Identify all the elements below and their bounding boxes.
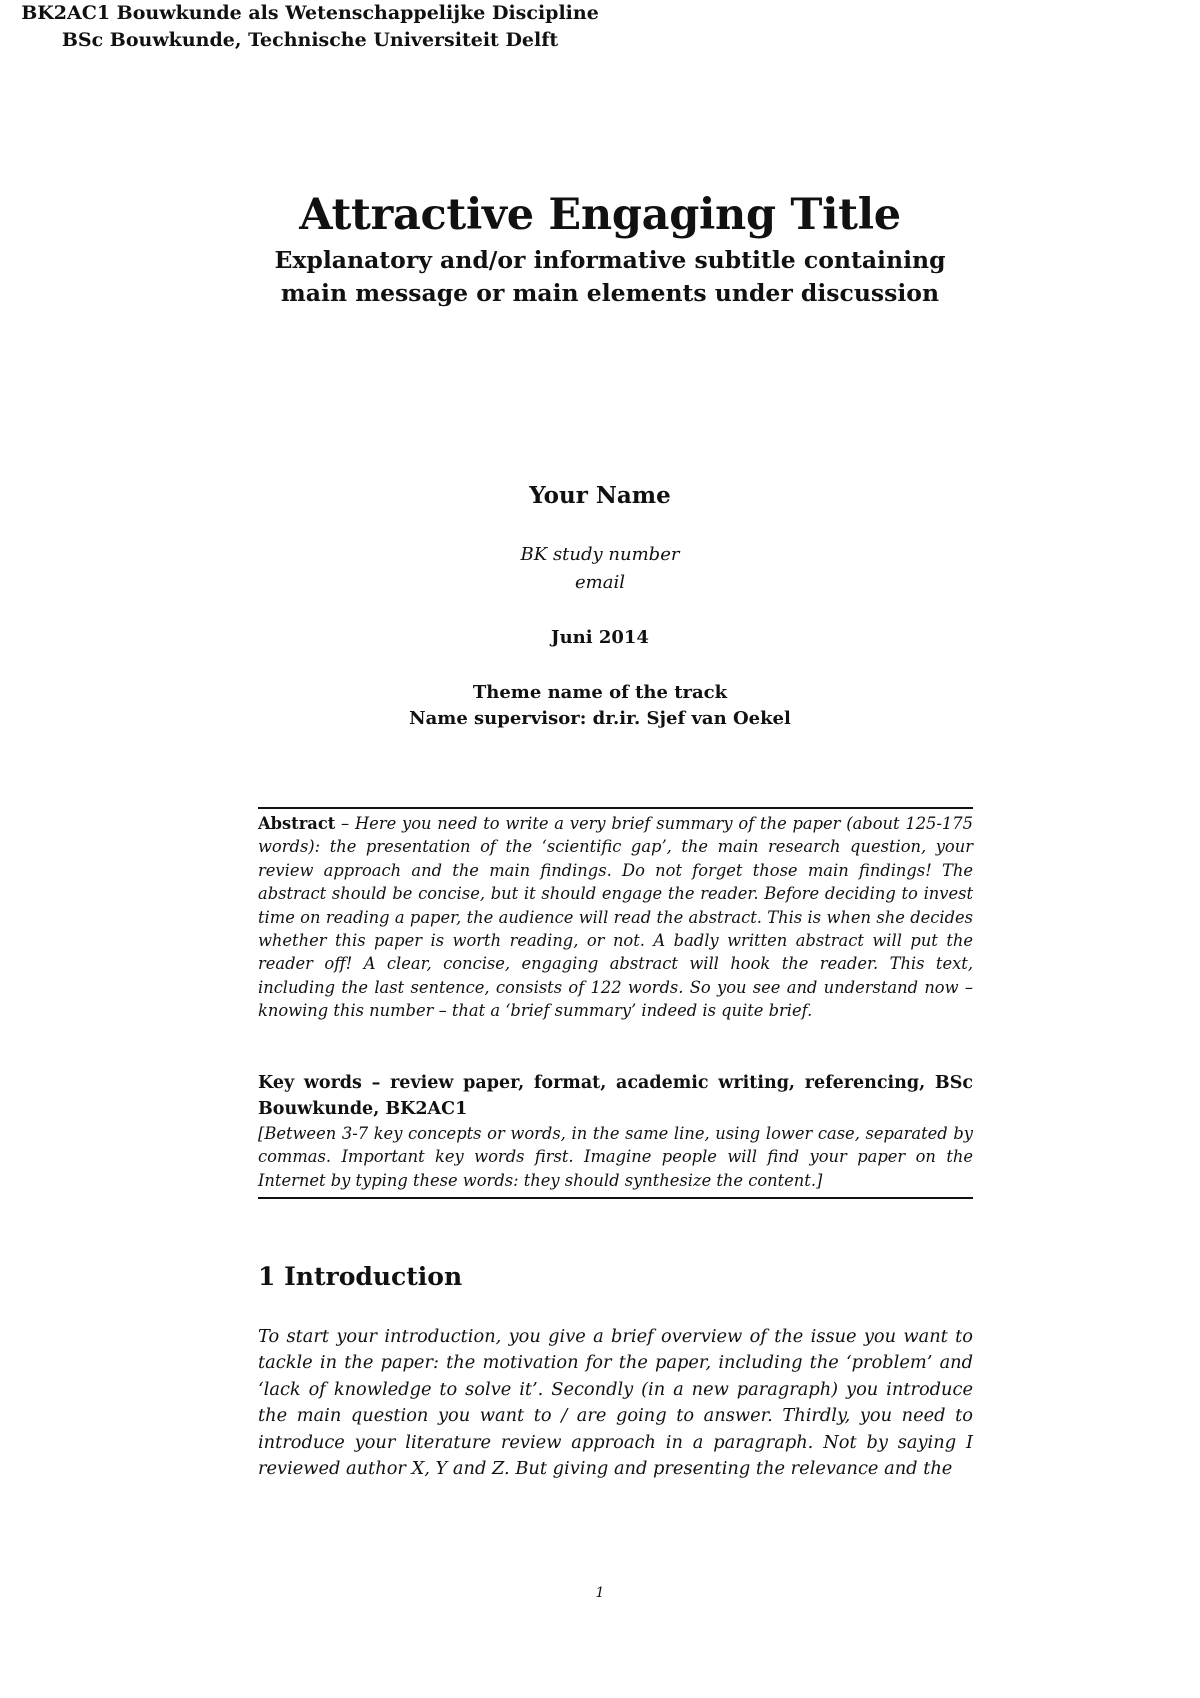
- study-number: BK study number: [520, 544, 680, 565]
- abstract-label: Abstract: [258, 814, 336, 833]
- paper-title: Attractive Engaging Title: [299, 190, 901, 240]
- track-info: [0, 680, 1200, 732]
- course-info: [0, 0, 620, 54]
- abstract-block: [258, 812, 973, 1023]
- paper-date: Juni 2014: [551, 627, 649, 648]
- programme-line: BSc Bouwkunde, Technische Universiteit Delft: [61, 29, 559, 51]
- keywords-note: [Between 3-7 key concepts or words, in the same line, using lower case, separated by commas. Important key words first. Imagine people will find your paper on the Internet by typing these words: they should synthesize the content.]: [258, 1124, 973, 1190]
- author-details: [0, 541, 1200, 597]
- abstract-top-rule: [258, 807, 973, 809]
- author-email: email: [575, 572, 625, 593]
- author-name: Your Name: [529, 482, 671, 509]
- track-theme: Theme name of the track: [472, 682, 728, 703]
- section-heading-introduction: 1 Introduction: [258, 1262, 463, 1291]
- course-code-line: BK2AC1 Bouwkunde als Wetenschappelijke Discipline: [21, 2, 599, 24]
- keywords-bottom-rule: [258, 1197, 973, 1199]
- abstract-text: Here you need to write a very brief summary of the paper (about 125-175 words): the presentation of the ‘scientific gap’, the main research question, your review approach and the main findings. Do not forget those main findings! The abstract should be concise, but it should engage the reader. Before deciding to invest time on reading a paper, the audience will read the abstract. This is when she decides whether this paper is worth reading, or not. A badly written abstract will put the reader off! A clear, concise, engaging abstract will hook the reader. This text, including the last sentence, consists of 122 words. So you see and understand now – knowing this number – that a ‘brief summary’ indeed is quite brief.: [258, 814, 973, 1021]
- paper-subtitle: Explanatory and/or informative subtitle containing main message or main elements under discussion: [274, 246, 946, 307]
- supervisor-name: Name supervisor: dr.ir. Sjef van Oekel: [409, 708, 791, 729]
- page-number: 1: [595, 1585, 605, 1601]
- abstract-dash: –: [335, 814, 355, 833]
- keywords-line: Key words – review paper, format, academic writing, referencing, BSc Bouwkunde, BK2AC1: [258, 1073, 973, 1119]
- introduction-text: To start your introduction, you give a brief overview of the issue you want to tackle in the paper: the motivation for the paper, including the ‘problem’ and ‘lack of knowledge to solve it’. Secondly (in a new paragraph) you introduce the main question you want to / are going to answer. Thirdly, you need to introduce your literature review approach in a paragraph. Not by saying I reviewed author X, Y and Z. But giving and presenting the relevance and the: [258, 1326, 973, 1480]
